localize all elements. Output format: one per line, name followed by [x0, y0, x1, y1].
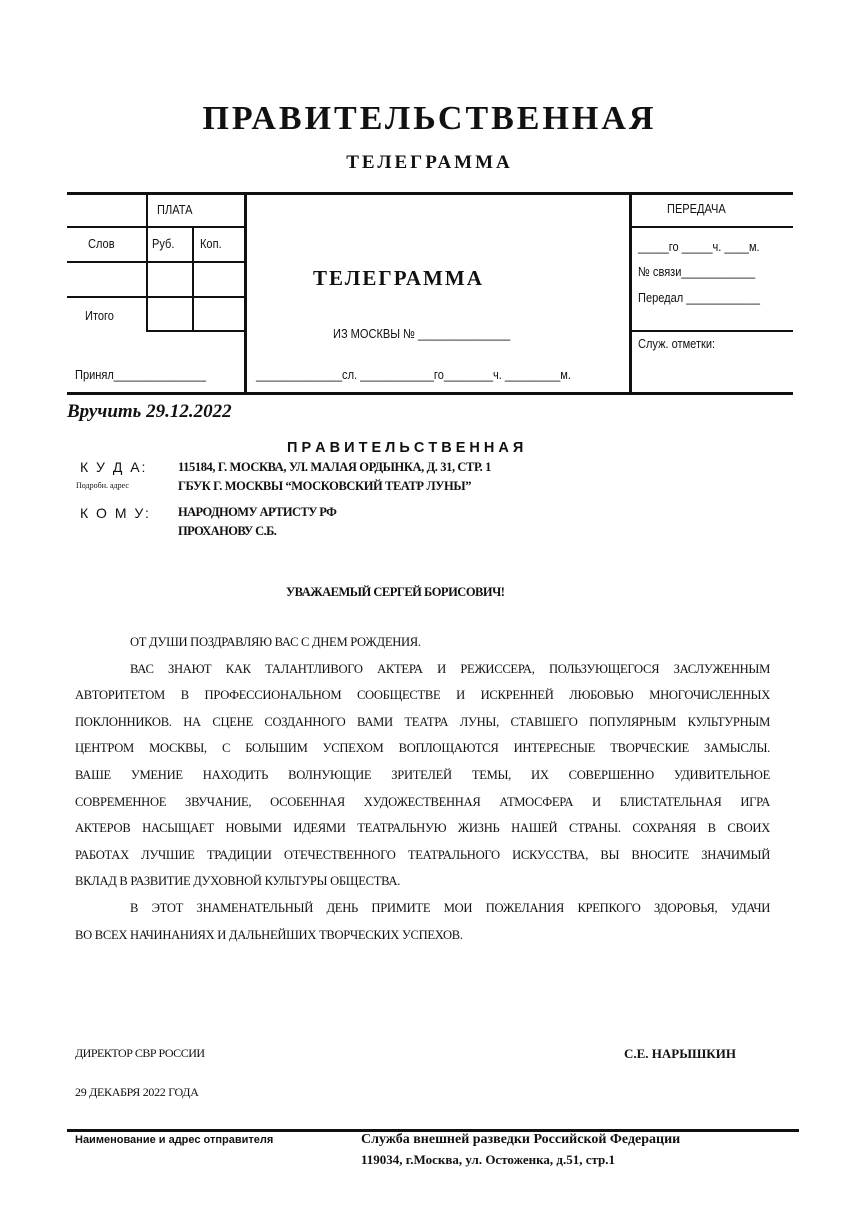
greeting: УВАЖАЕМЫЙ СЕРГЕЙ БОРИСОВИЧ!: [286, 585, 505, 599]
address-line-2: ГБУК Г. МОСКВЫ “МОСКОВСКИЙ ТЕАТР ЛУНЫ”: [178, 479, 472, 493]
recipient-line-2: ПРОХАНОВУ С.Б.: [178, 524, 277, 538]
sender-line-2: 119034, г.Москва, ул. Остоженка, д.51, стр.1: [361, 1152, 616, 1167]
message-body: [75, 635, 770, 954]
body-line: ВАШЕ УМЕНИЕ НАХОДИТЬ ВОЛНУЮЩИЕ ЗРИТЕЛЕЙ ТЕМЫ, ИХ СОВЕРШЕННО УДИВИТЕЛЬНОЕ: [75, 767, 770, 782]
plata-header: ПЛАТА: [157, 202, 193, 217]
body-line: ОТ ДУШИ ПОЗДРАВЛЯЮ ВАС С ДНЕМ РОЖДЕНИЯ.: [130, 635, 421, 649]
itogo-label: Итого: [85, 308, 114, 323]
body-line: РАБОТАХ ЛУЧШИЕ ТРАДИЦИИ ОТЕЧЕСТВЕННОГО ТЕАТРАЛЬНОГО ИСКУССТВА, ВЫ ВНОСИТЕ ЗНАЧИМЫЙ: [75, 847, 770, 862]
prinyal-label: Принял_______________: [75, 367, 206, 382]
body-line: ВАС ЗНАЮТ КАК ТАЛАНТЛИВОГО АКТЕРА И РЕЖИССЕРА, ПОЛЬЗУЮЩЕГОСЯ ЗАСЛУЖЕННЫМ: [130, 661, 770, 676]
body-line: ВО ВСЕХ НАЧИНАНИЯХ И ДАЛЬНЕЙШИХ ТВОРЧЕСКИХ УСПЕХОВ.: [75, 927, 463, 942]
signature-date: 29 ДЕКАБРЯ 2022 ГОДА: [75, 1085, 199, 1099]
time-fields: ______________сл. ____________го________ч. _________м.: [256, 367, 571, 382]
rub-label: Руб.: [152, 236, 175, 251]
deliver-date: Вручить 29.12.2022: [67, 401, 232, 422]
detail-address-label: Подробн. адрес: [76, 481, 129, 490]
kop-label: Коп.: [200, 236, 222, 251]
komu-label: К О М У:: [80, 505, 151, 521]
sender-line-1: Служба внешней разведки Российской Федерации: [361, 1132, 681, 1147]
gov-label: П Р А В И Т Е Л Ь С Т В Е Н Н А Я: [287, 440, 524, 456]
slov-label: Слов: [88, 236, 115, 251]
signatory-position: ДИРЕКТОР СВР РОССИИ: [75, 1046, 205, 1060]
body-line: СОВРЕМЕННОЕ ЗВУЧАНИЕ, ОСОБЕННАЯ ХУДОЖЕСТВЕННАЯ АТМОСФЕРА И БЛИСТАТЕЛЬНАЯ ИГРА: [75, 794, 770, 809]
body-line: ВКЛАД В РАЗВИТИЕ ДУХОВНОЙ КУЛЬТУРЫ ОБЩЕСТВА.: [75, 874, 401, 889]
sender-label: Наименование и адрес отправителя: [75, 1134, 274, 1146]
document-subtitle: ТЕЛЕГРАММА: [346, 152, 513, 173]
peredal-field: Передал ____________: [638, 290, 761, 305]
body-line: ЦЕНТРОМ МОСКВЫ, С БОЛЬШИМ УСПЕХОМ ВОПЛОЩАЮТСЯ ИНТЕРЕСНЫЕ ТВОРЧЕСКИЕ ЗАМЫСЛЫ.: [75, 741, 770, 756]
body-line: АКТЕРОВ НАСЫЩАЕТ НОВЫМИ ИДЕЯМИ ТЕАТРАЛЬНУЮ ЖИЗНЬ НАШЕЙ СТРАНЫ. СОХРАНЯЯ В СВОИХ: [75, 821, 770, 836]
peredacha-time: _____го _____ч. ____м.: [638, 239, 760, 254]
kuda-label: К У Д А:: [80, 459, 148, 475]
address-line-1: 115184, Г. МОСКВА, УЛ. МАЛАЯ ОРДЫНКА, Д. 31, СТР. 1: [178, 460, 491, 474]
signatory-name: С.Е. НАРЫШКИН: [624, 1046, 736, 1061]
recipient-line-1: НАРОДНОМУ АРТИСТУ РФ: [178, 505, 337, 519]
form-center-title: ТЕЛЕГРАММА: [313, 266, 484, 290]
svyazi-field: № связи____________: [638, 264, 756, 279]
sluzh-label: Служ. отметки:: [638, 336, 716, 351]
body-line: ПОКЛОННИКОВ. НА СЦЕНЕ СОЗДАННОГО ВАМИ ТЕАТРА ЛУНЫ, СТАВШЕГО ПОПУЛЯРНЫМ КУЛЬТУРНЫМ: [75, 714, 770, 729]
body-line: АВТОРИТЕТОМ В ПРОФЕССИОНАЛЬНОМ СООБЩЕСТВЕ И ИСКРЕННЕЙ ЛЮБОВЬЮ МНОГОЧИСЛЕННЫХ: [75, 688, 770, 703]
document-title: ПРАВИТЕЛЬСТВЕННАЯ: [202, 100, 657, 137]
peredacha-header: ПЕРЕДАЧА: [667, 201, 726, 216]
body-line: В ЭТОТ ЗНАМЕНАТЕЛЬНЫЙ ДЕНЬ ПРИМИТЕ МОИ ПОЖЕЛАНИЯ КРЕПКОГО ЗДОРОВЬЯ, УДАЧИ: [130, 900, 770, 915]
iz-moskvy-field: ИЗ МОСКВЫ № _______________: [333, 326, 511, 341]
